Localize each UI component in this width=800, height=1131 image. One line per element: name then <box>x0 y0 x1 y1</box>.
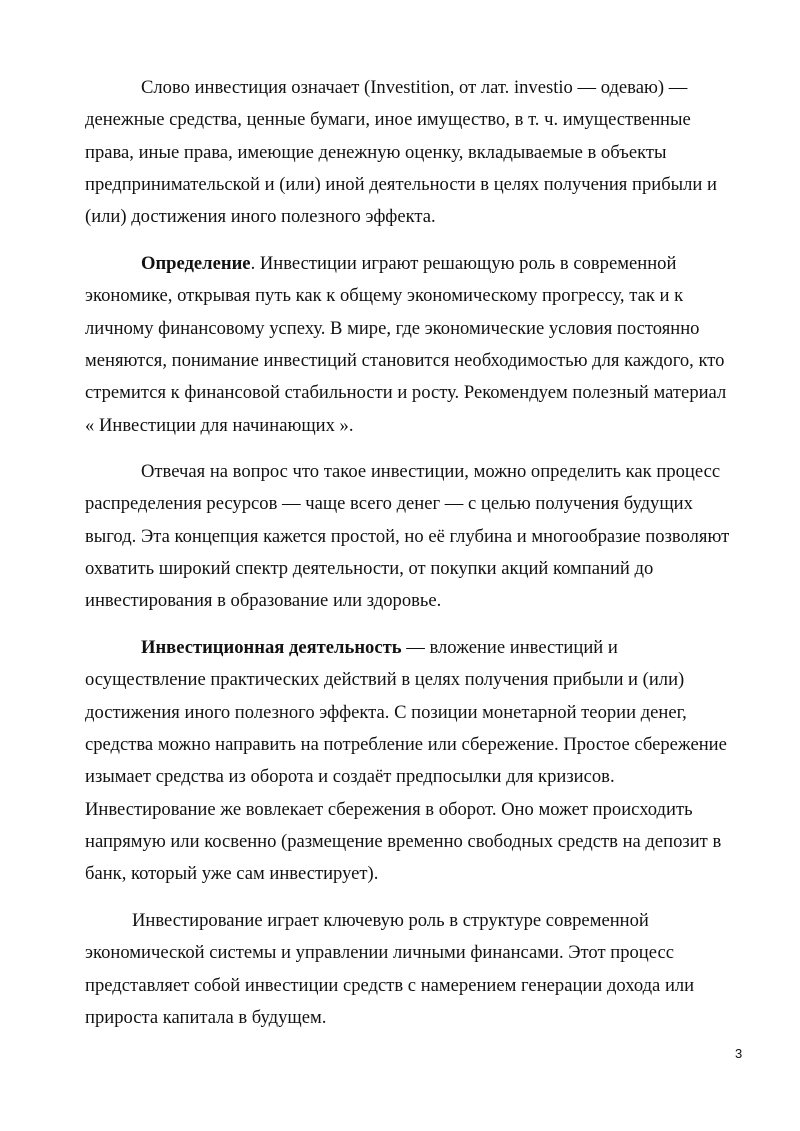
paragraph-3-line-1: Отвечая на вопрос что такое инвестиции, можно определить как процесс <box>141 461 721 482</box>
page-number: 3 <box>735 1046 743 1061</box>
paragraph-3-line-3: выгод. Эта концепция кажется простой, но её глубина и многообразие позволяют <box>85 526 730 547</box>
paragraph-3-line-5: инвестирования в образование или здоровье. <box>85 590 442 611</box>
paragraph-2-line-1 <box>141 252 676 276</box>
paragraph-4-line-2: осуществление практических действий в целях получения прибыли и (или) <box>85 669 685 690</box>
paragraph-2-line-1-rest: . Инвестиции играют решающую роль в современной <box>250 253 677 274</box>
paragraph-4-line-1 <box>141 636 618 660</box>
paragraph-2-line-6: « Инвестиции для начинающих ». <box>85 415 354 436</box>
paragraph-4-line-6: Инвестирование же вовлекает сбережения в оборот. Оно может происходить <box>85 799 693 820</box>
paragraph-5-line-3: представляет собой инвестиции средств с намерением генерации дохода или <box>85 975 695 996</box>
paragraph-4-line-8: банк, который уже сам инвестирует). <box>85 863 379 884</box>
paragraph-4-line-7: напрямую или косвенно (размещение временно свободных средств на депозит в <box>85 831 722 852</box>
paragraph-1-line-2: денежные средства, ценные бумаги, иное имущество, в т. ч. имущественные <box>85 109 691 130</box>
paragraph-1-line-3: права, иные права, имеющие денежную оценку, вкладываемые в объекты <box>85 142 667 163</box>
paragraph-2-line-3: личному финансовому успеху. В мире, где экономические условия постоянно <box>85 318 700 339</box>
paragraph-4-line-1-rest: — вложение инвестиций и <box>401 637 618 658</box>
paragraph-1-line-5: (или) достижения иного полезного эффекта. <box>85 206 436 227</box>
term-investment-activity: Инвестиционная деятельность <box>141 637 402 658</box>
paragraph-2-line-5: стремится к финансовой стабильности и росту. Рекомендуем полезный материал <box>85 382 727 403</box>
paragraph-5-line-4: прироста капитала в будущем. <box>85 1007 327 1028</box>
term-definition: Определение <box>141 253 251 274</box>
paragraph-4-line-3: достижения иного полезного эффекта. С позиции монетарной теории денег, <box>85 702 687 723</box>
paragraph-2-line-2: экономике, открывая путь как к общему экономическому прогрессу, так и к <box>85 285 684 306</box>
paragraph-5-line-2: экономической системы и управлении личными финансами. Этот процесс <box>85 942 674 963</box>
paragraph-4-line-5: изымает средства из оборота и создаёт предпосылки для кризисов. <box>85 766 615 787</box>
paragraph-4-line-4: средства можно направить на потребление или сбережение. Простое сбережение <box>85 734 727 755</box>
paragraph-3-line-4: охватить широкий спектр деятельности, от покупки акций компаний до <box>85 558 654 579</box>
paragraph-1-line-1: Слово инвестиция означает (Investition, от лат. investio — одеваю) — <box>141 77 688 98</box>
paragraph-3-line-2: распределения ресурсов — чаще всего денег — с целью получения будущих <box>85 493 693 514</box>
paragraph-1-line-4: предпринимательской и (или) иной деятельности в целях получения прибыли и <box>85 174 717 195</box>
paragraph-2-line-4: меняются, понимание инвестиций становится необходимостью для каждого, кто <box>85 350 725 371</box>
paragraph-5-line-1: Инвестирование играет ключевую роль в структуре современной <box>132 910 649 931</box>
